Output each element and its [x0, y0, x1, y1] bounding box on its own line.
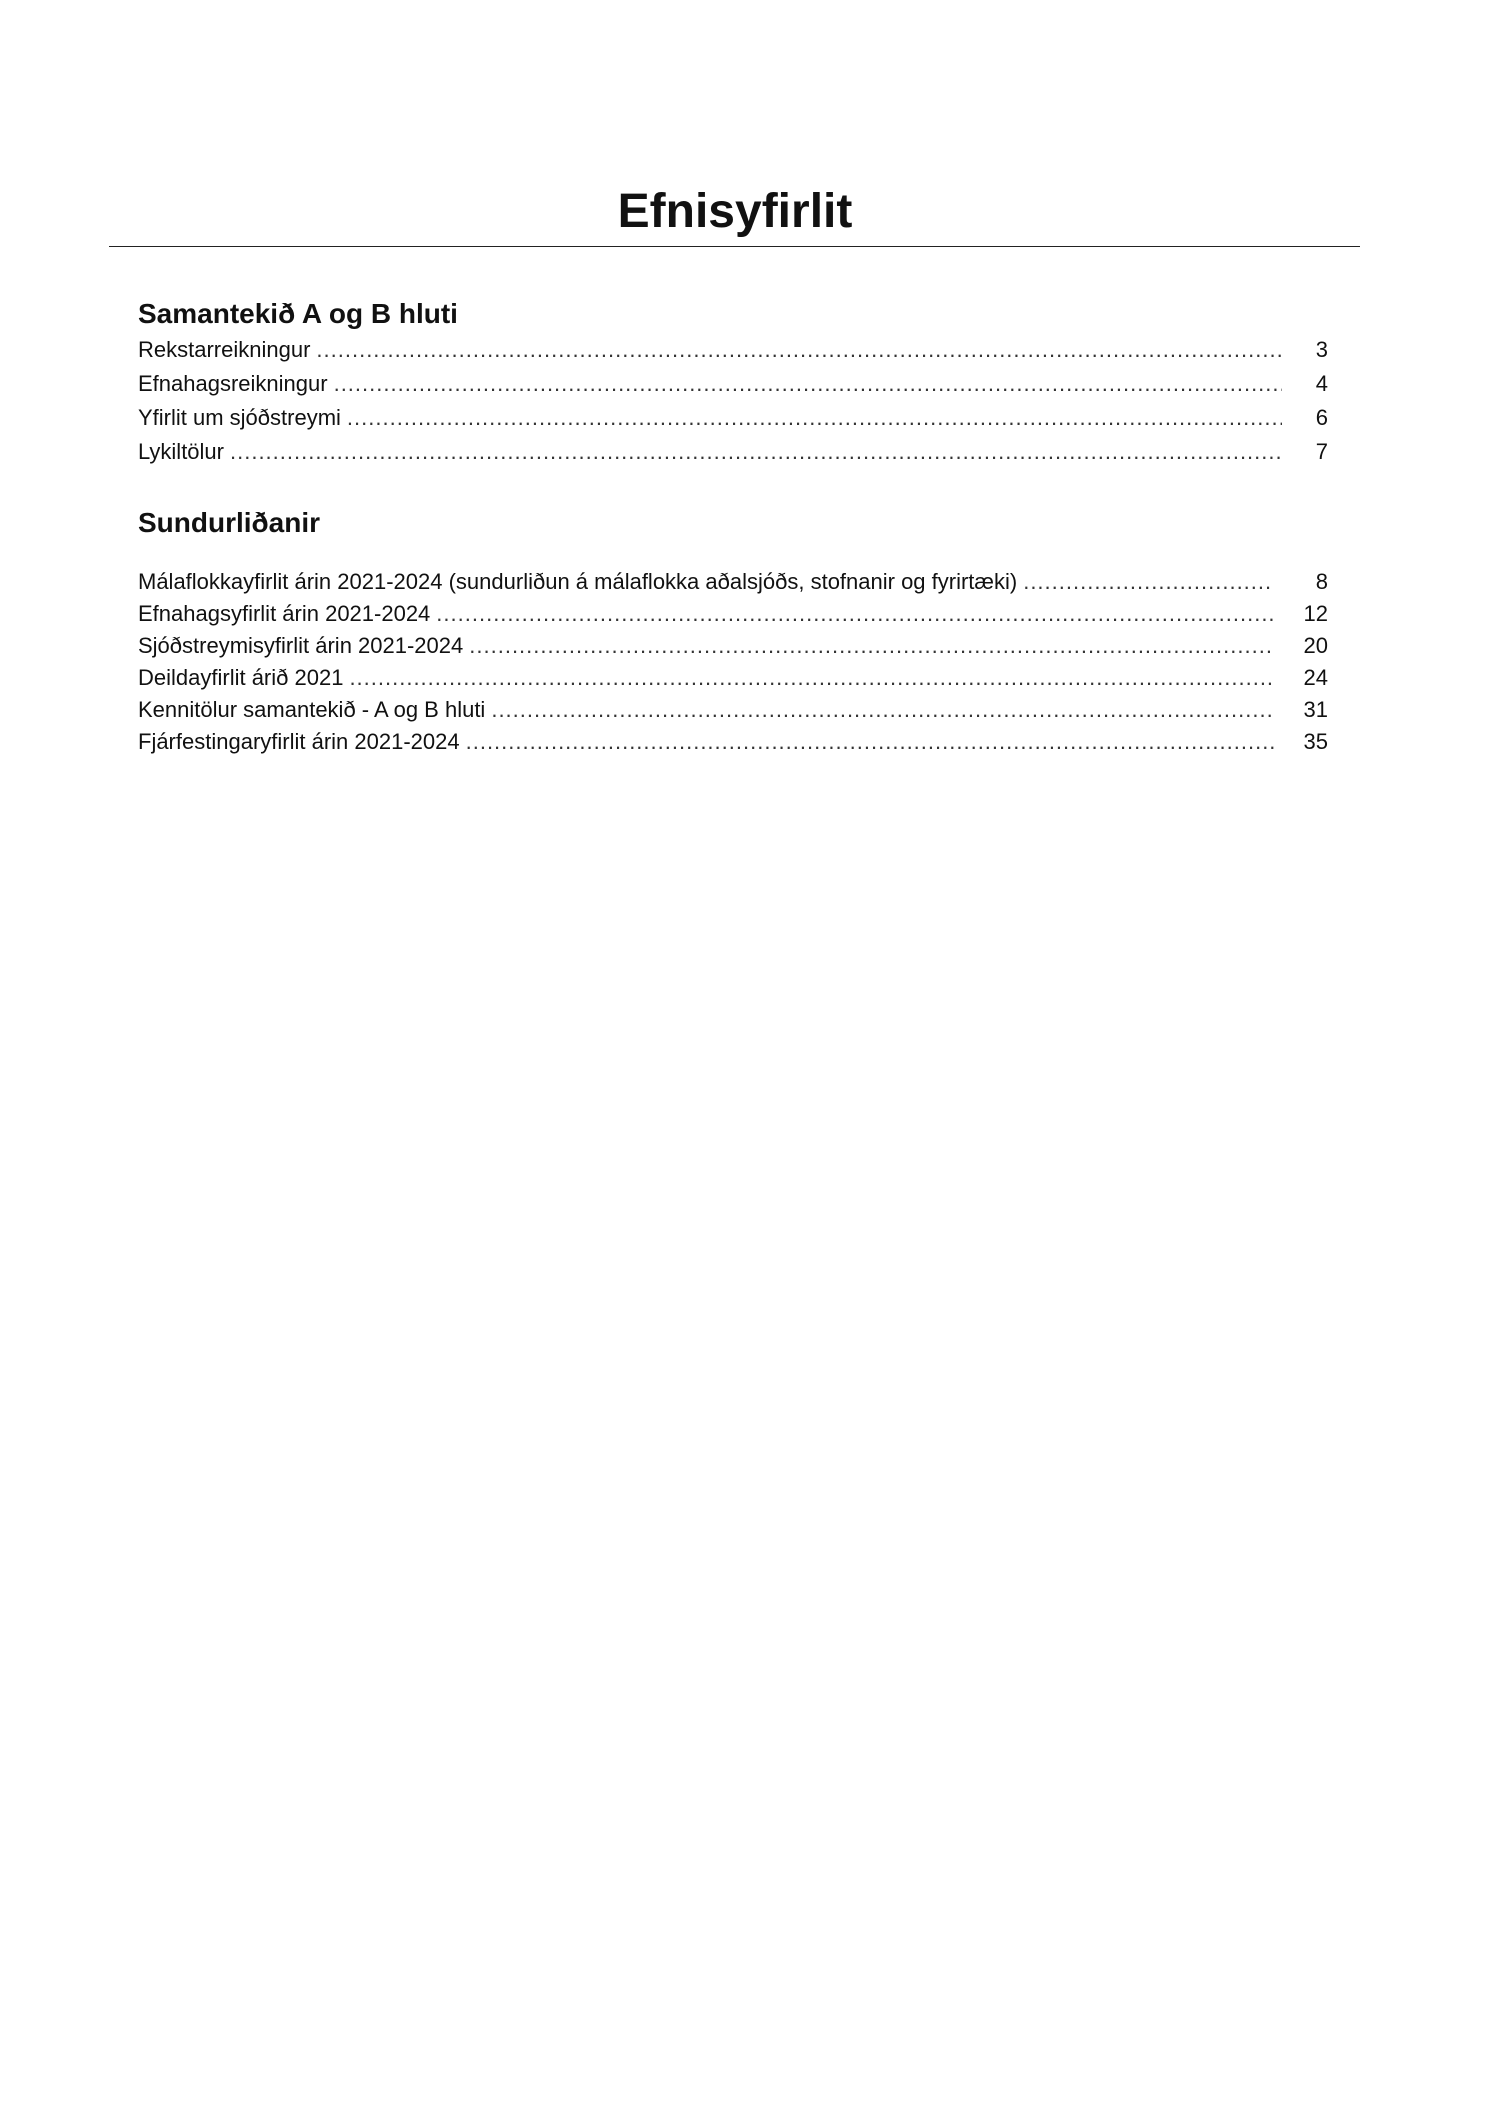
toc-entry[interactable]: [138, 694, 1328, 726]
toc-page-number: 24: [1303, 665, 1328, 690]
toc-section-breakdowns: [138, 504, 1328, 758]
toc-entry-label: Efnahagsyfirlit árin 2021-2024: [138, 601, 431, 626]
toc-entry-label: Fjárfestingaryfirlit árin 2021-2024: [138, 729, 460, 754]
toc-entry[interactable]: [138, 566, 1328, 598]
toc-entry-label: Yfirlit um sjóðstreymi: [138, 405, 341, 430]
title-divider: [109, 246, 1360, 247]
toc-page-number: 35: [1303, 729, 1328, 754]
toc-page-number: 12: [1303, 601, 1328, 626]
toc-page-number: 7: [1315, 439, 1328, 464]
dot-leader: [347, 401, 1282, 435]
section-heading: Samantekið A og B hluti: [138, 298, 458, 329]
toc-entry-label: Deildayfirlit árið 2021: [138, 665, 344, 690]
toc-page-number: 31: [1303, 697, 1328, 722]
toc-entry-label: Kennitölur samantekið - A og B hluti: [138, 697, 486, 722]
dot-leader: [316, 333, 1282, 367]
section-heading: Sundurliðanir: [138, 507, 320, 538]
toc-entry[interactable]: [138, 630, 1328, 662]
toc-entry[interactable]: [138, 726, 1328, 758]
toc-entry[interactable]: [138, 598, 1328, 630]
dot-leader: [491, 694, 1274, 726]
toc-page-number: 6: [1315, 405, 1328, 430]
toc-entry[interactable]: [138, 435, 1328, 469]
dot-leader: [1023, 566, 1274, 598]
toc-page-number: 4: [1315, 371, 1328, 396]
toc-entry[interactable]: [138, 367, 1328, 401]
toc-list: [138, 566, 1328, 758]
toc-entry[interactable]: [138, 333, 1328, 367]
toc-entry-label: Sjóðstreymisyfirlit árin 2021-2024: [138, 633, 464, 658]
dot-leader: [230, 435, 1282, 469]
toc-list: [138, 333, 1328, 469]
toc-entry-label: Málaflokkayfirlit árin 2021-2024 (sundurliðun á málaflokka aðalsjóðs, stofnanir og fyrirtæki): [138, 569, 1018, 594]
toc-page-number: 20: [1303, 633, 1328, 658]
toc-entry[interactable]: [138, 401, 1328, 435]
toc-page-number: 8: [1315, 569, 1328, 594]
dot-leader: [436, 598, 1274, 630]
dot-leader: [466, 726, 1274, 758]
toc-page-number: 3: [1315, 337, 1328, 362]
page-title: Efnisyfirlit: [617, 185, 853, 238]
dot-leader: [334, 367, 1282, 401]
dot-leader: [349, 662, 1274, 694]
toc-section-summary: [138, 295, 1328, 469]
dot-leader: [469, 630, 1274, 662]
toc-entry[interactable]: [138, 662, 1328, 694]
toc-entry-label: Rekstarreikningur: [138, 337, 311, 362]
toc-entry-label: Efnahagsreikningur: [138, 371, 328, 396]
toc-entry-label: Lykiltölur: [138, 439, 224, 464]
